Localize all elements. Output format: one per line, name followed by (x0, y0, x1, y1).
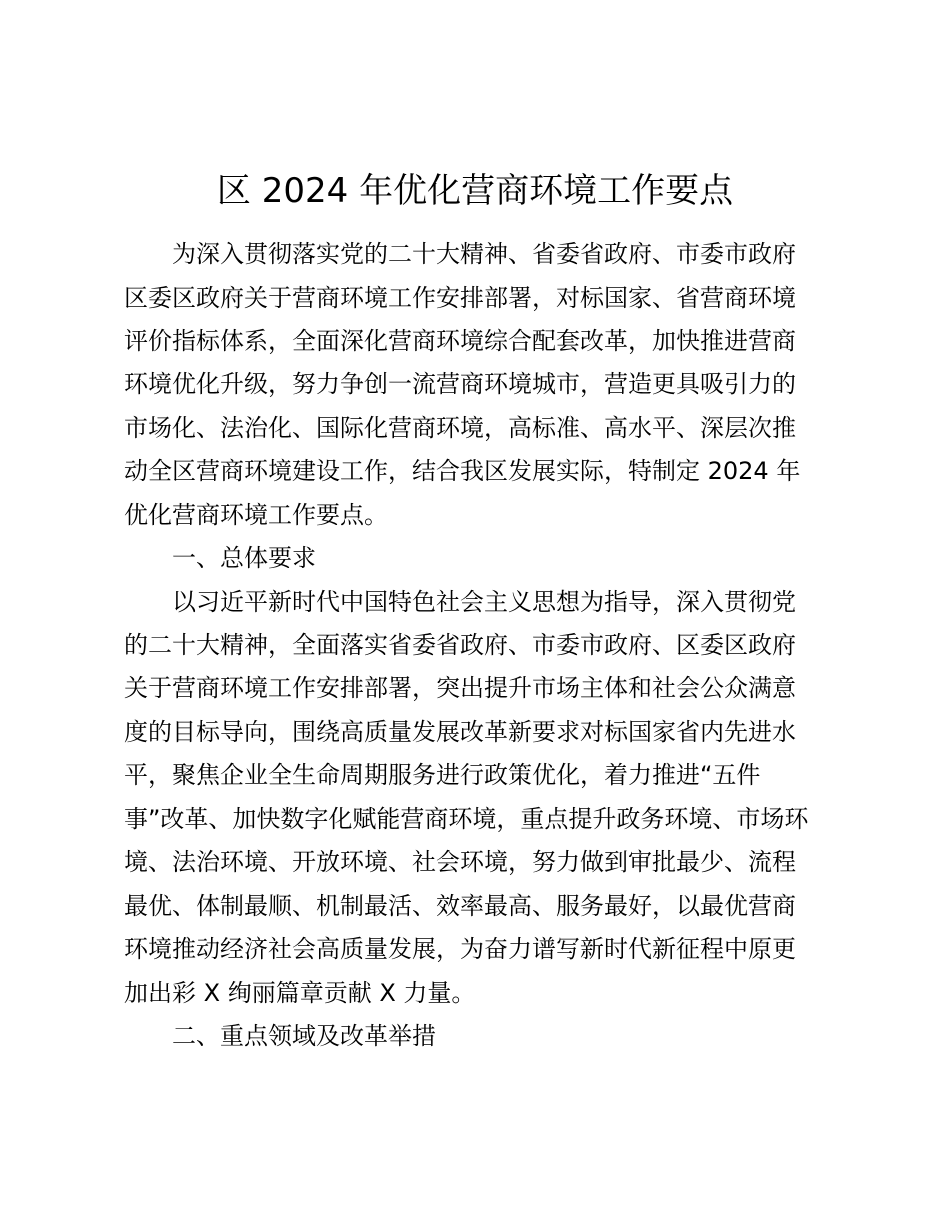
paragraph2-line: 平，聚焦企业全生命周期服务进行政策优化，着力推进“五件 (124, 761, 761, 789)
paragraph2-line: 以习近平新时代中国特色社会主义思想为指导，深入贯彻党 (172, 588, 796, 616)
section-heading: 一、总体要求 (172, 544, 316, 572)
paragraph1-line: 动全区营商环境建设工作，结合我区发展实际，特制定 2024 年 (124, 457, 801, 485)
section-heading: 二、重点领域及改革举措 (172, 1022, 436, 1050)
paragraph1-line: 环境优化升级，努力争创一流营商环境城市，营造更具吸引力的 (124, 370, 796, 398)
paragraph1-line: 优化营商环境工作要点。 (124, 501, 388, 529)
paragraph2-line: 事”改革、加快数字化赋能营商环境，重点提升政务环境、市场环 (124, 805, 809, 833)
paragraph2-line: 度的目标导向，围绕高质量发展改革新要求对标国家省内先进水 (124, 718, 796, 746)
document-title: 区 2024 年优化营商环境工作要点 (216, 171, 734, 211)
paragraph2-line: 境、法治环境、开放环境、社会环境，努力做到审批最少、流程 (124, 848, 796, 876)
paragraph2-line: 最优、体制最顺、机制最活、效率最高、服务最好，以最优营商 (124, 892, 796, 920)
paragraph1-line: 区委区政府关于营商环境工作安排部署，对标国家、省营商环境 (124, 284, 796, 312)
paragraph2-line: 关于营商环境工作安排部署，突出提升市场主体和社会公众满意 (124, 674, 796, 702)
paragraph2-line: 环境推动经济社会高质量发展，为奋力谱写新时代新征程中原更 (124, 935, 796, 963)
paragraph1-line: 为深入贯彻落实党的二十大精神、省委省政府、市委市政府 (172, 240, 796, 268)
paragraph1-line: 市场化、法治化、国际化营商环境，高标准、高水平、深层次推 (124, 414, 796, 442)
paragraph2-line: 的二十大精神，全面落实省委省政府、市委市政府、区委区政府 (124, 631, 796, 659)
paragraph1-line: 评价指标体系，全面深化营商环境综合配套改革，加快推进营商 (124, 327, 796, 355)
paragraph2-line: 加出彩 X 绚丽篇章贡献 X 力量。 (124, 979, 476, 1007)
